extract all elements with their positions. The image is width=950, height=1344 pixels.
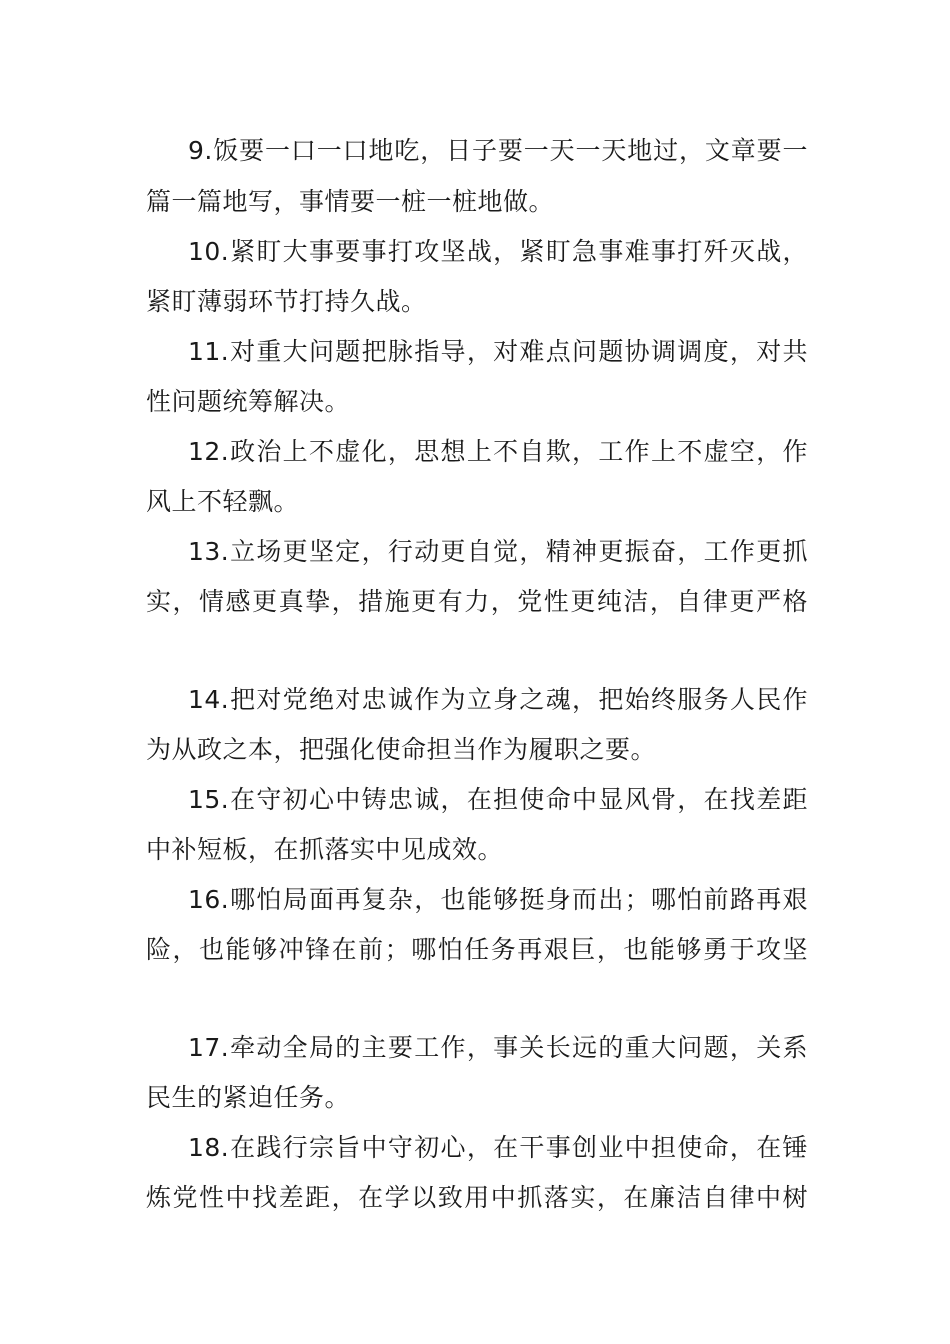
paragraph-17-line-1: 17.牵动全局的主要工作，事关长远的重大问题，关系 (188, 1033, 808, 1062)
paragraph-10-line-2: 紧盯薄弱环节打持久战。 (146, 287, 427, 316)
paragraph-18-line-2: 炼党性中找差距，在学以致用中抓落实，在廉洁自律中树 (146, 1183, 808, 1212)
paragraph-9-line-1: 9.饭要一口一口地吃，日子要一天一天地过，文章要一 (188, 136, 808, 165)
paragraph-14-line-1: 14.把对党绝对忠诚作为立身之魂，把始终服务人民作 (188, 685, 808, 714)
paragraph-13-line-2: 实，情感更真挚，措施更有力，党性更纯洁，自律更严格 (146, 587, 808, 616)
paragraph-14-line-2: 为从政之本，把强化使命担当作为履职之要。 (146, 735, 657, 764)
paragraph-13-line-1: 13.立场更坚定，行动更自觉，精神更振奋，工作更抓 (188, 537, 808, 566)
paragraph-16-line-1: 16.哪怕局面再复杂，也能够挺身而出；哪怕前路再艰 (188, 885, 808, 914)
paragraph-10-line-1: 10.紧盯大事要事打攻坚战，紧盯急事难事打歼灭战， (188, 237, 808, 266)
paragraph-9-line-2: 篇一篇地写，事情要一桩一桩地做。 (146, 187, 555, 216)
paragraph-15-line-2: 中补短板，在抓落实中见成效。 (146, 835, 504, 864)
paragraph-12-line-1: 12.政治上不虚化，思想上不自欺，工作上不虚空，作 (188, 437, 808, 466)
paragraph-11-line-2: 性问题统筹解决。 (146, 387, 351, 416)
paragraph-17-line-2: 民生的紧迫任务。 (146, 1083, 351, 1112)
paragraph-12-line-2: 风上不轻飘。 (146, 487, 300, 516)
paragraph-18-line-1: 18.在践行宗旨中守初心，在干事创业中担使命，在锤 (188, 1133, 808, 1162)
paragraph-15-line-1: 15.在守初心中铸忠诚，在担使命中显风骨，在找差距 (188, 785, 808, 814)
paragraph-16-line-2: 险，也能够冲锋在前；哪怕任务再艰巨，也能够勇于攻坚 (146, 935, 808, 964)
paragraph-11-line-1: 11.对重大问题把脉指导，对难点问题协调调度，对共 (188, 337, 808, 366)
